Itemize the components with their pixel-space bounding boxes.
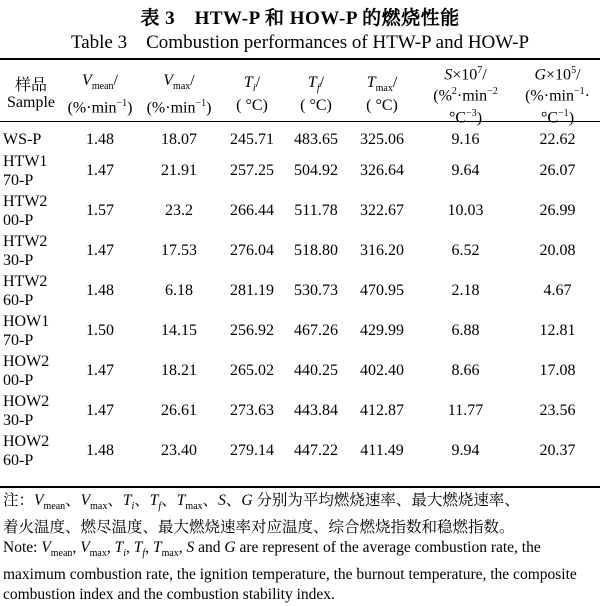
cell-vmax: 21.91	[161, 162, 197, 180]
cell-s: 9.94	[451, 442, 480, 460]
cell-g: 26.07	[539, 162, 576, 180]
cell-tf: 504.92	[294, 162, 338, 180]
cell-vmean: 1.47	[86, 402, 114, 420]
cell-ti: 273.63	[230, 402, 274, 420]
cell-vmean: 1.48	[86, 131, 114, 149]
cell-tmax: 470.95	[360, 282, 404, 300]
header-vmax: $V_{max}/$ $(\%\cdot\min^{-1})$	[146, 71, 212, 117]
cell-ti: 256.92	[230, 322, 274, 340]
cell-s: 6.88	[451, 322, 480, 340]
cell-g: 17.08	[539, 362, 576, 380]
table-row	[0, 271, 600, 311]
table-row	[0, 151, 600, 191]
cell-tmax: 411.49	[360, 442, 404, 460]
cell-ti: 266.44	[230, 202, 274, 220]
cell-vmean: 1.48	[86, 282, 114, 300]
bottom-rule	[0, 486, 600, 488]
table-row	[0, 231, 600, 271]
cell-g: 26.99	[539, 202, 576, 220]
cell-ti: 245.71	[230, 131, 274, 149]
header-vmean: $V_{mean}/$ $(\%\cdot\min^{-1})$	[67, 71, 133, 117]
cell-g: 20.37	[539, 442, 576, 460]
header-tf: $T_f/$ ( °C)	[300, 73, 332, 115]
cell-g: 4.67	[543, 282, 572, 300]
cell-sample: HTW2 00-P	[3, 192, 48, 229]
cell-ti: 281.19	[230, 282, 274, 300]
cell-vmax: 18.21	[161, 362, 197, 380]
cell-s: 9.64	[451, 162, 480, 180]
cell-vmax: 6.18	[165, 282, 193, 300]
cell-tmax: 402.40	[360, 362, 404, 380]
cell-sample: HOW2 30-P	[3, 392, 50, 429]
cell-vmean: 1.47	[86, 242, 114, 260]
cell-vmax: 26.61	[161, 402, 197, 420]
cell-tmax: 429.99	[360, 322, 404, 340]
table-body	[0, 126, 600, 471]
cell-tf: 447.22	[294, 442, 338, 460]
cell-tf: 440.25	[294, 362, 338, 380]
cell-ti: 276.04	[230, 242, 274, 260]
cell-vmean: 1.57	[86, 202, 114, 220]
cell-s: 10.03	[447, 202, 484, 220]
cell-tf: 530.73	[294, 282, 338, 300]
cell-g: 23.56	[539, 402, 576, 420]
cell-vmax: 23.2	[165, 202, 193, 220]
table-note	[3, 491, 597, 606]
cell-tmax: 326.64	[360, 162, 404, 180]
cell-s: 6.52	[451, 242, 480, 260]
cell-tf: 483.65	[294, 131, 338, 149]
header-row	[0, 62, 600, 126]
cell-tf: 511.78	[294, 202, 338, 220]
cell-ti: 279.14	[230, 442, 274, 460]
table-row	[0, 391, 600, 431]
cell-vmean: 1.50	[86, 322, 114, 340]
cell-g: 20.08	[539, 242, 576, 260]
cell-sample: HTW2 30-P	[3, 232, 48, 269]
cell-tmax: 412.87	[360, 402, 404, 420]
header-g: $G\times 10^5/$ ($\%\cdot\min^{-1}\cdot$ $^\circ C^{-1}$)	[525, 65, 590, 126]
cell-s: 11.77	[447, 402, 484, 420]
header-sample: 样品 Sample	[7, 76, 55, 111]
table-row	[0, 351, 600, 391]
cell-s: 2.18	[451, 282, 480, 300]
cell-s: 8.66	[451, 362, 480, 380]
table-row	[0, 311, 600, 351]
cell-tf: 518.80	[294, 242, 338, 260]
cell-ti: 257.25	[230, 162, 274, 180]
table-row	[0, 431, 600, 471]
cell-vmax: 14.15	[161, 322, 197, 340]
table-title-chinese: 表 3 HTW-P 和 HOW-P 的燃烧性能	[140, 8, 460, 29]
cell-vmax: 17.53	[161, 242, 197, 260]
header-tmax: $T_{max}/$ ( °C)	[366, 73, 398, 115]
cell-s: 9.16	[451, 131, 480, 149]
cell-tf: 443.84	[294, 402, 338, 420]
table-row	[0, 126, 600, 151]
header-ti: $T_i/$ ( °C)	[236, 73, 268, 115]
table-row	[0, 191, 600, 231]
cell-sample: HOW2 00-P	[3, 352, 50, 389]
cell-sample: HOW2 60-P	[3, 432, 50, 469]
cell-sample: HTW1 70-P	[3, 152, 48, 189]
cell-ti: 265.02	[230, 362, 274, 380]
top-rule	[0, 58, 600, 60]
cell-sample: HTW2 60-P	[3, 272, 48, 309]
combustion-table	[0, 62, 600, 471]
cell-sample: HOW1 70-P	[3, 312, 50, 349]
note-chinese: 注：$V_{mean}$、$V_{max}$、$T_i$、$T_f$、$T_{max}$、S、G 分别为平均燃烧速率、最大燃烧速率、 着火温度、燃尽温度、最大燃烧速率对应温度、综合燃烧指数和稳燃指数。	[3, 492, 520, 536]
cell-vmax: 23.40	[161, 442, 197, 460]
cell-tmax: 325.06	[360, 131, 404, 149]
cell-g: 22.62	[539, 131, 576, 149]
table-title-english: Table 3 Combustion performances of HTW-P and HOW-P	[70, 32, 530, 53]
cell-sample: WS-P	[3, 131, 42, 149]
cell-vmax: 18.07	[161, 131, 197, 149]
cell-tf: 467.26	[294, 322, 338, 340]
cell-vmean: 1.48	[86, 442, 114, 460]
header-s: $S\times 10^7/$ ($\%^2\cdot\min^{-2}$ $^\circ C^{-3}$)	[433, 65, 498, 126]
note-english: Note: $V_{mean}$, $V_{max}$, $T_i$, $T_f$, $T_{max}$, S and G are represent of the average combustion rate, the maximum combustion rate, the ignition temperature, the burnout temperature, the composite combustion index and the combustion stability index.	[3, 539, 577, 604]
cell-vmean: 1.47	[86, 162, 114, 180]
cell-tmax: 322.67	[360, 202, 404, 220]
cell-tmax: 316.20	[360, 242, 404, 260]
cell-g: 12.81	[539, 322, 576, 340]
cell-vmean: 1.47	[86, 362, 114, 380]
